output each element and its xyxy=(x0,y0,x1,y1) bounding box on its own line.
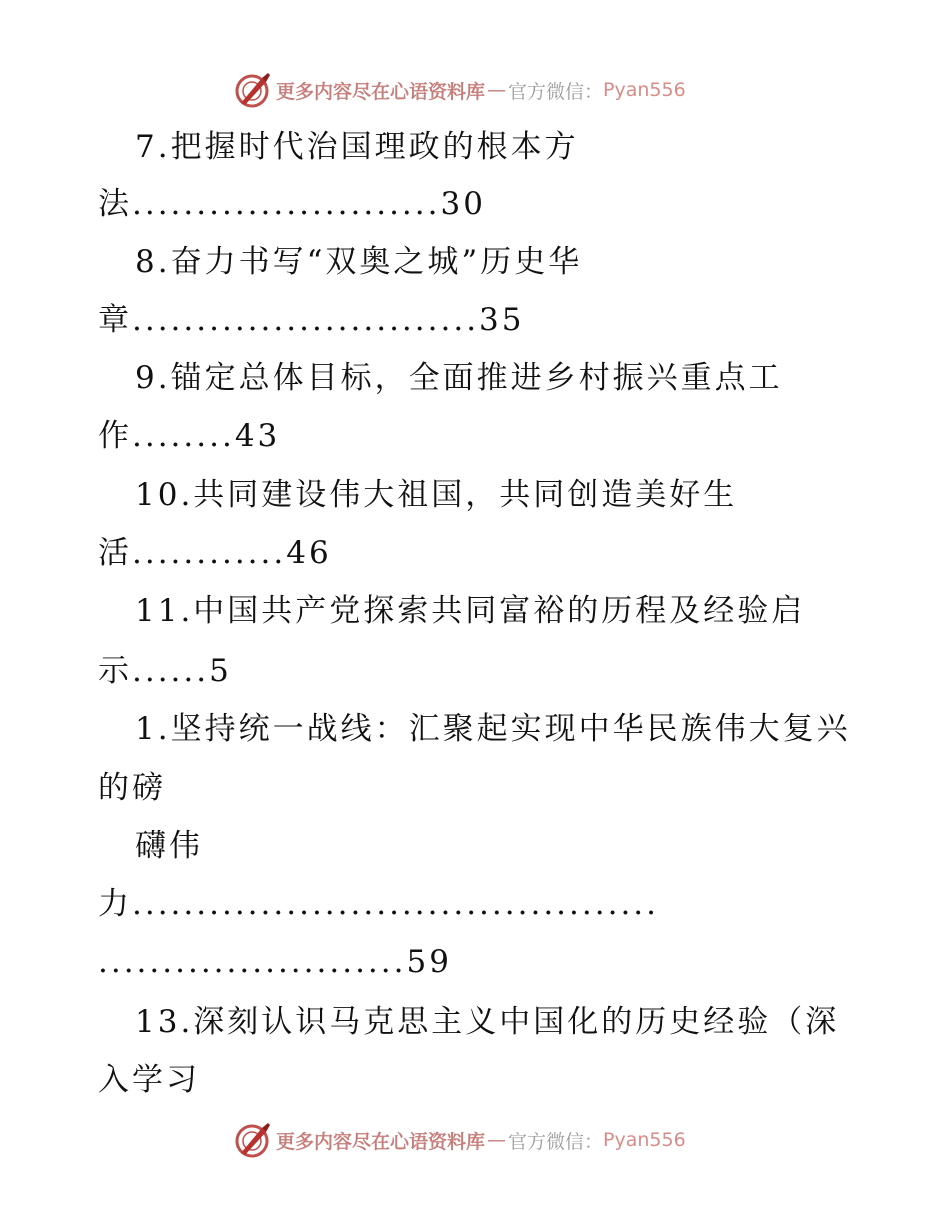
toc-entry-13-title: 13.深刻认识马克思主义中国化的历史经验（深 xyxy=(135,1004,840,1040)
watermark-main-text: 更多内容尽在心语资料库 xyxy=(276,1130,486,1153)
toc-entry-12-continuation: 的磅 xyxy=(98,770,166,806)
pen-logo-icon xyxy=(232,1120,272,1160)
watermark-wechat-id: Pyan556 xyxy=(603,79,686,101)
toc-entry-9-leader: 作........43 xyxy=(98,418,281,454)
toc-entry-12-title: 1.坚持统一战线：汇聚起实现中华民族伟大复兴 xyxy=(135,711,851,747)
toc-entry-11-title: 11.中国共产党探索共同富裕的历程及经验启 xyxy=(135,593,806,629)
toc-entry-11-leader: 示......5 xyxy=(98,653,232,689)
watermark-wechat-id: Pyan556 xyxy=(603,1129,686,1151)
watermark-separator: — xyxy=(487,1129,507,1151)
header-watermark xyxy=(232,70,686,110)
toc-entry-13-continuation: 入学习 xyxy=(98,1062,200,1098)
watermark-separator: — xyxy=(487,79,507,101)
footer-watermark xyxy=(232,1120,686,1160)
toc-entry-12-leader: 力......................................... xyxy=(98,886,660,922)
toc-entry-10-title: 10.共同建设伟大祖国，共同创造美好生 xyxy=(135,477,738,513)
toc-entry-8-title: 8.奋力书写“双奥之城”历史华 xyxy=(135,244,583,280)
toc-entry-12-continuation-2: 礴伟 xyxy=(135,828,203,864)
toc-entry-10-leader: 活............46 xyxy=(98,535,332,571)
watermark-label: 官方微信： xyxy=(508,80,604,103)
watermark-label: 官方微信： xyxy=(508,1130,604,1153)
toc-entry-8-leader: 章...........................35 xyxy=(98,302,525,338)
toc-entry-7-title: 7.把握时代治国理政的根本方 xyxy=(135,129,579,165)
pen-logo-icon xyxy=(232,70,272,110)
toc-entry-7-leader: 法........................30 xyxy=(98,186,486,222)
watermark-main-text: 更多内容尽在心语资料库 xyxy=(276,80,486,103)
toc-entry-12-page: ........................59 xyxy=(98,944,452,980)
toc-entry-9-title: 9.锚定总体目标，全面推进乡村振兴重点工 xyxy=(135,360,783,396)
